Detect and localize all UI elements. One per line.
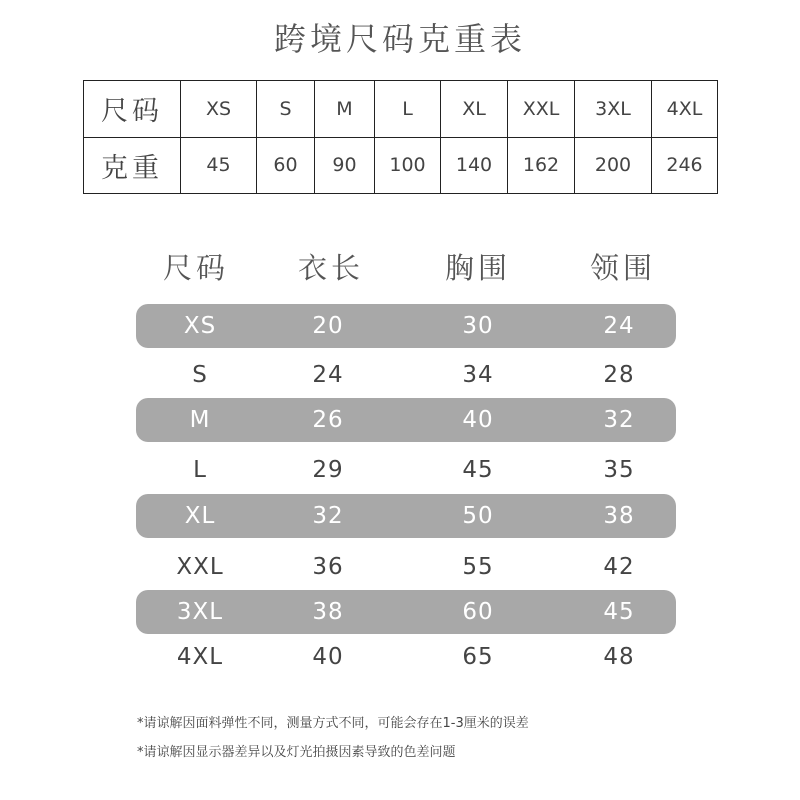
size-chart-row: [136, 635, 676, 679]
length-value: 24: [312, 362, 344, 388]
chest-value: 55: [462, 554, 494, 580]
size-chart-row: [136, 494, 676, 538]
weight-cell: 140: [441, 137, 508, 194]
weight-cell: 246: [652, 137, 718, 194]
weight-label-cell: 克重: [84, 137, 181, 194]
size-value: XS: [183, 313, 217, 339]
size-chart-row: [136, 545, 676, 589]
weight-cell: 90: [315, 137, 375, 194]
size-value: S: [192, 362, 208, 388]
length-value: 38: [312, 599, 344, 625]
header-length: 衣长: [297, 251, 365, 285]
size-cell: XXL: [508, 81, 575, 138]
weight-cell: 200: [575, 137, 652, 194]
size-value: XXL: [176, 554, 224, 580]
size-chart-row: [136, 353, 676, 397]
size-value: 4XL: [176, 644, 224, 670]
size-value: L: [193, 457, 207, 483]
page-title: 跨境尺码克重表: [273, 20, 526, 58]
note-color: *请谅解因显示器差异以及灯光拍摄因素导致的色差问题: [137, 745, 456, 760]
header-size: 尺码: [162, 251, 230, 285]
note-fabric: *请谅解因面料弹性不同，测量方式不同，可能会存在1-3厘米的误差: [137, 716, 529, 731]
chest-value: 34: [462, 362, 494, 388]
size-cell: XL: [441, 81, 508, 138]
length-value: 29: [312, 457, 344, 483]
length-value: 26: [312, 407, 344, 433]
size-cell: S: [257, 81, 315, 138]
chest-value: 60: [462, 599, 494, 625]
size-cell: XS: [181, 81, 257, 138]
chest-value: 65: [462, 644, 494, 670]
size-chart-row: [136, 398, 676, 442]
size-label-cell: 尺码: [84, 81, 181, 138]
neck-value: 24: [603, 313, 635, 339]
neck-value: 32: [603, 407, 635, 433]
size-cell: L: [375, 81, 441, 138]
chest-value: 30: [462, 313, 494, 339]
header-chest: 胸围: [444, 251, 512, 285]
size-value: 3XL: [176, 599, 224, 625]
size-cell: 4XL: [652, 81, 718, 138]
weight-table-weight-row: [84, 137, 718, 194]
chest-value: 45: [462, 457, 494, 483]
neck-value: 38: [603, 503, 635, 529]
size-value: XL: [184, 503, 216, 529]
weight-cell: 162: [508, 137, 575, 194]
length-value: 40: [312, 644, 344, 670]
chest-value: 40: [462, 407, 494, 433]
size-chart-row: [136, 590, 676, 634]
length-value: 20: [312, 313, 344, 339]
length-value: 36: [312, 554, 344, 580]
length-value: 32: [312, 503, 344, 529]
size-chart-row: [136, 304, 676, 348]
size-chart-header: [0, 246, 800, 286]
neck-value: 35: [603, 457, 635, 483]
size-chart-row: [136, 448, 676, 492]
size-cell: 3XL: [575, 81, 652, 138]
neck-value: 42: [603, 554, 635, 580]
weight-cell: 100: [375, 137, 441, 194]
chest-value: 50: [462, 503, 494, 529]
weight-table: [83, 80, 718, 194]
weight-table-size-row: [84, 81, 718, 138]
weight-cell: 60: [257, 137, 315, 194]
neck-value: 45: [603, 599, 635, 625]
neck-value: 28: [603, 362, 635, 388]
size-cell: M: [315, 81, 375, 138]
size-value: M: [189, 407, 211, 433]
header-neck: 领围: [589, 251, 657, 285]
neck-value: 48: [603, 644, 635, 670]
weight-cell: 45: [181, 137, 257, 194]
